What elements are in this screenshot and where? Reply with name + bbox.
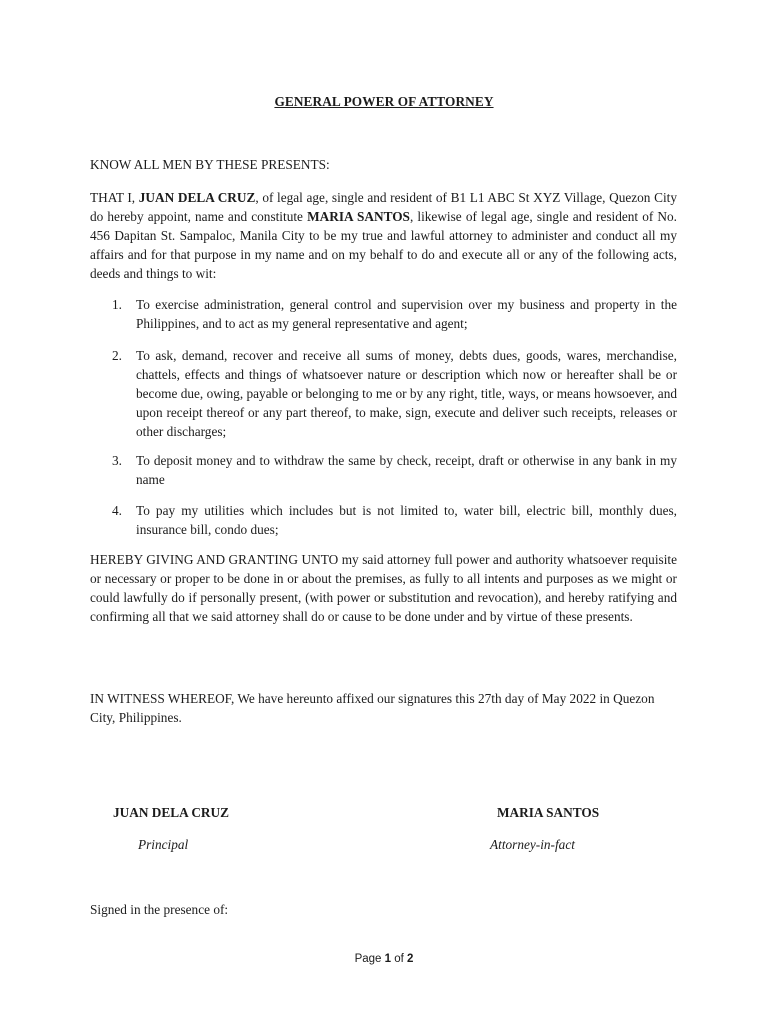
salutation: KNOW ALL MEN BY THESE PRESENTS: [90, 157, 330, 172]
page-of: of [394, 953, 404, 965]
principal-signature-role: Principal [138, 837, 189, 852]
intro-suffix: , likewise of legal age, single and resident of No. 456 Dapitan St. Sampaloc, Manila City to be my true and lawful attorney to administer and conduct all my affairs and for that purpose in my name and on my behalf to do and execute all or any of the following acts, deeds and things to wit: [90, 209, 678, 281]
list-item-text: To pay my utilities which includes but is not limited to, water bill, electric bill, monthly dues, insurance bill, condo dues; [136, 503, 677, 537]
list-item-number: 1. [112, 297, 122, 312]
signed-in-presence-label: Signed in the presence of: [90, 902, 229, 917]
page-number [0, 953, 768, 965]
principal-name-inline: JUAN DELA CRUZ [138, 190, 256, 205]
document-title: GENERAL POWER OF ATTORNEY [274, 94, 494, 109]
intro-paragraph [90, 188, 677, 283]
list-item-number: 4. [112, 503, 122, 518]
page-current: 1 [384, 953, 392, 965]
attorney-signature-role: Attorney-in-fact [490, 837, 575, 852]
intro-middle: , of legal age, single and resident of B1 L1 ABC St XYZ Village, Quezon City do hereby appoint, name and constitute [90, 190, 677, 224]
granting-paragraph: HEREBY GIVING AND GRANTING UNTO my said attorney full power and authority whatsoever requisite or necessary or proper to be done in or about the premises, as fully to all intents and purposes as we might or could lawfully do if personally present, (with power or substitution and revocation), and hereby ratifying and confirming all that we said attorney shall do or cause to be done under and by virtue of these presents. [90, 552, 677, 624]
page-total: 2 [407, 953, 414, 965]
witness-paragraph: IN WITNESS WHEREOF, We have hereunto affixed our signatures this 27th day of May 2022 in Quezon City, Philippines. [90, 691, 655, 725]
list-item-text: To ask, demand, recover and receive all sums of money, debts dues, goods, wares, merchandise, chattels, effects and things of whatsoever nature or description which now or hereafter shall be or become due, owing, payable or belonging to me or by any right, title, ways, or means howsoever, and upon receipt thereof or any part thereof, to make, sign, execute and deliver such receipts, releases or other discharges; [136, 348, 677, 439]
attorney-signature-name: MARIA SANTOS [497, 805, 600, 820]
list-item-text: To deposit money and to withdraw the same by check, receipt, draft or otherwise in any bank in my name [136, 453, 677, 487]
attorney-name-inline: MARIA SANTOS [307, 209, 410, 224]
principal-signature-name: JUAN DELA CRUZ [113, 805, 229, 820]
list-item-number: 2. [112, 348, 122, 363]
list-item-text: To exercise administration, general control and supervision over my business and property in the Philippines, and to act as my general representative and agent; [136, 297, 677, 331]
page-word: Page [354, 953, 382, 965]
list-item-number: 3. [112, 453, 122, 468]
intro-prefix: THAT I, [90, 190, 139, 205]
